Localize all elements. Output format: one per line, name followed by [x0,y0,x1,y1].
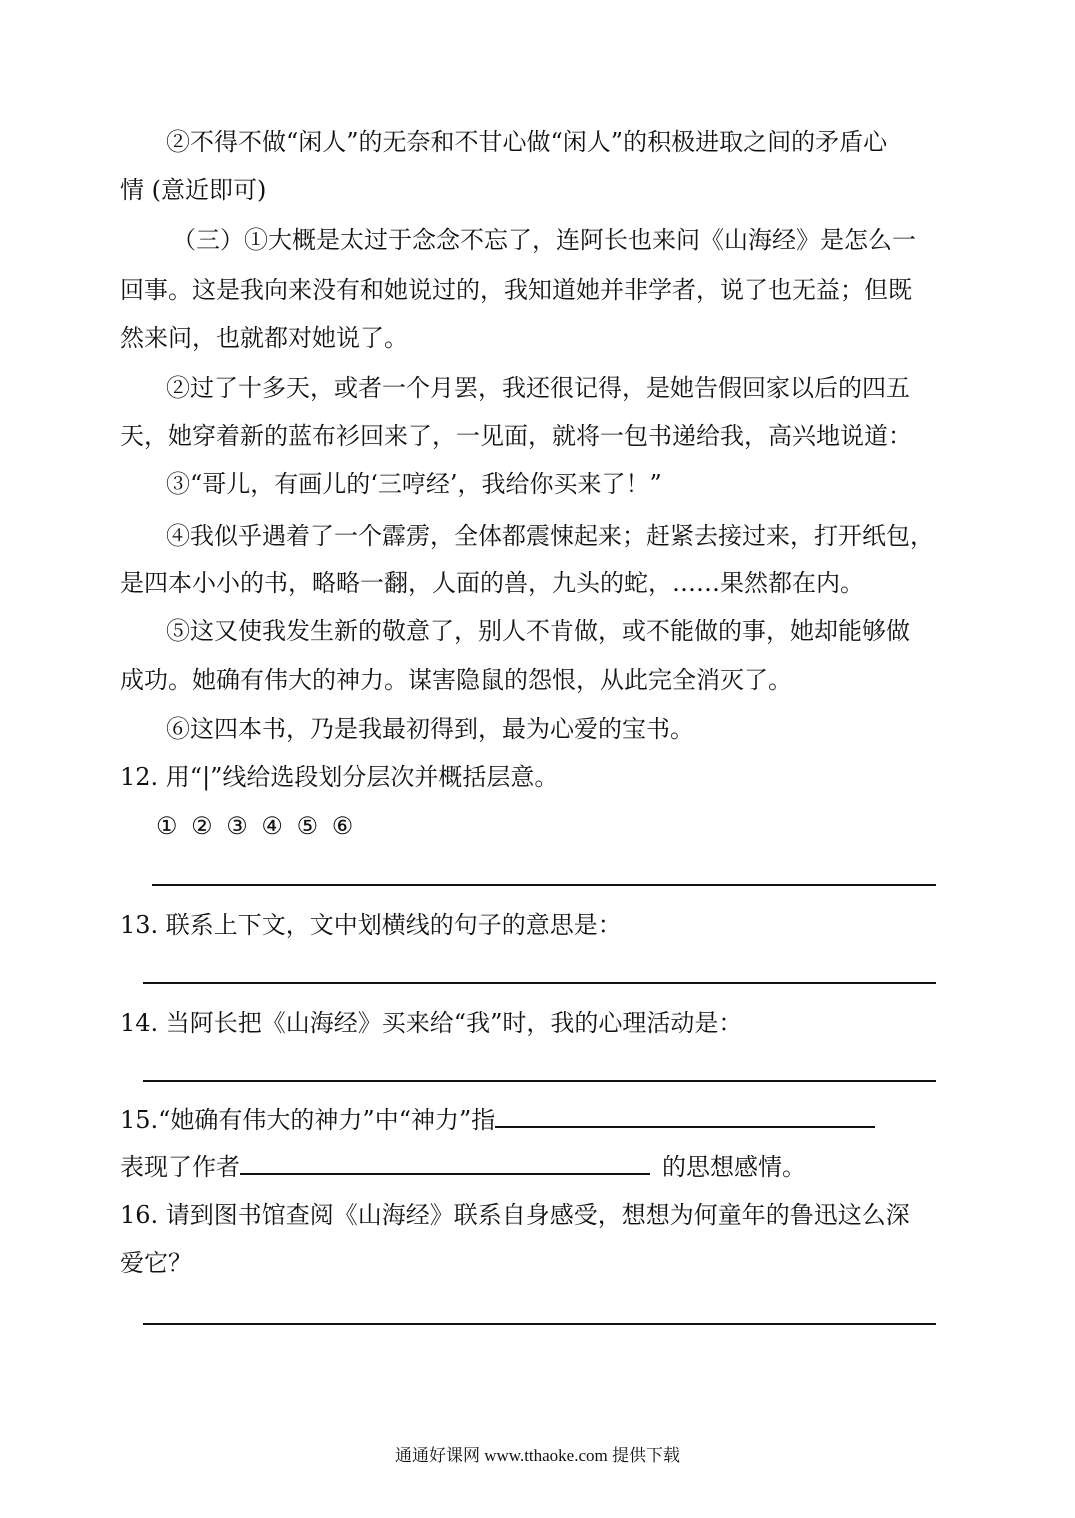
passage-paragraph-line: ④我似乎遇着了一个霹雳，全体都震悚起来；赶紧去接过来，打开纸包， [166,522,934,550]
passage-paragraph-line: 成功。她确有伟大的神力。谋害隐鼠的怨恨，从此完全消灭了。 [120,666,792,694]
question-13: 13. 联系上下文，文中划横线的句子的意思是： [120,911,622,939]
answer-blank-q13[interactable] [143,982,936,984]
passage-paragraph-line: ②过了十多天，或者一个月罢，我还很记得，是她告假回家以后的四五 [166,374,910,402]
page-footer: 通通好课网 www.tthaoke.com 提供下载 [394,1446,681,1465]
answer-blank-q12[interactable] [152,884,936,886]
answer-blank-q15-b[interactable] [240,1151,650,1175]
question-15-text: 表现了作者 [120,1153,240,1181]
passage-paragraph-line: 天，她穿着新的蓝布衫回来了，一见面，就将一包书递给我，高兴地说道： [120,422,912,450]
passage-paragraph-line: ③“哥儿，有画儿的‘三哼经’，我给你买来了！” [166,470,662,498]
question-16-continued: 爱它？ [120,1249,192,1277]
answer-line: ②不得不做“闲人”的无奈和不甘心做“闲人”的积极进取之间的矛盾心 [166,128,888,156]
question-15-text: 15.“她确有伟大的神力”中“神力”指 [120,1106,496,1134]
answer-blank-q16[interactable] [143,1323,936,1325]
passage-paragraph-line: ⑥这四本书，乃是我最初得到，最为心爱的宝书。 [166,715,694,743]
passage-paragraph-line: 然来问，也就都对她说了。 [120,324,408,352]
passage-paragraph-line: （三）①大概是太过于念念不忘了，连阿长也来问《山海经》是怎么一 [172,226,916,254]
paragraph-markers: ① ② ③ ④ ⑤ ⑥ [156,812,357,840]
question-12: 12. 用“|”线给选段划分层次并概括层意。 [120,763,559,791]
answer-blank-q14[interactable] [143,1080,936,1082]
question-15-continued [120,1151,806,1183]
answer-line: 情 (意近即可) [120,176,267,204]
question-15 [120,1104,875,1136]
question-16: 16. 请到图书馆查阅《山海经》联系自身感受，想想为何童年的鲁迅这么深 [120,1201,910,1229]
passage-paragraph-line: 是四本小小的书，略略一翻，人面的兽，九头的蛇，……果然都在内。 [120,569,864,597]
question-14: 14. 当阿长把《山海经》买来给“我”时，我的心理活动是： [120,1009,743,1037]
answer-blank-q15-a[interactable] [495,1104,875,1128]
passage-paragraph-line: 回事。这是我向来没有和她说过的，我知道她并非学者，说了也无益；但既 [120,276,912,304]
question-15-text: 的思想感情。 [662,1153,806,1181]
passage-paragraph-line: ⑤这又使我发生新的敬意了，别人不肯做，或不能做的事，她却能够做 [166,617,910,645]
